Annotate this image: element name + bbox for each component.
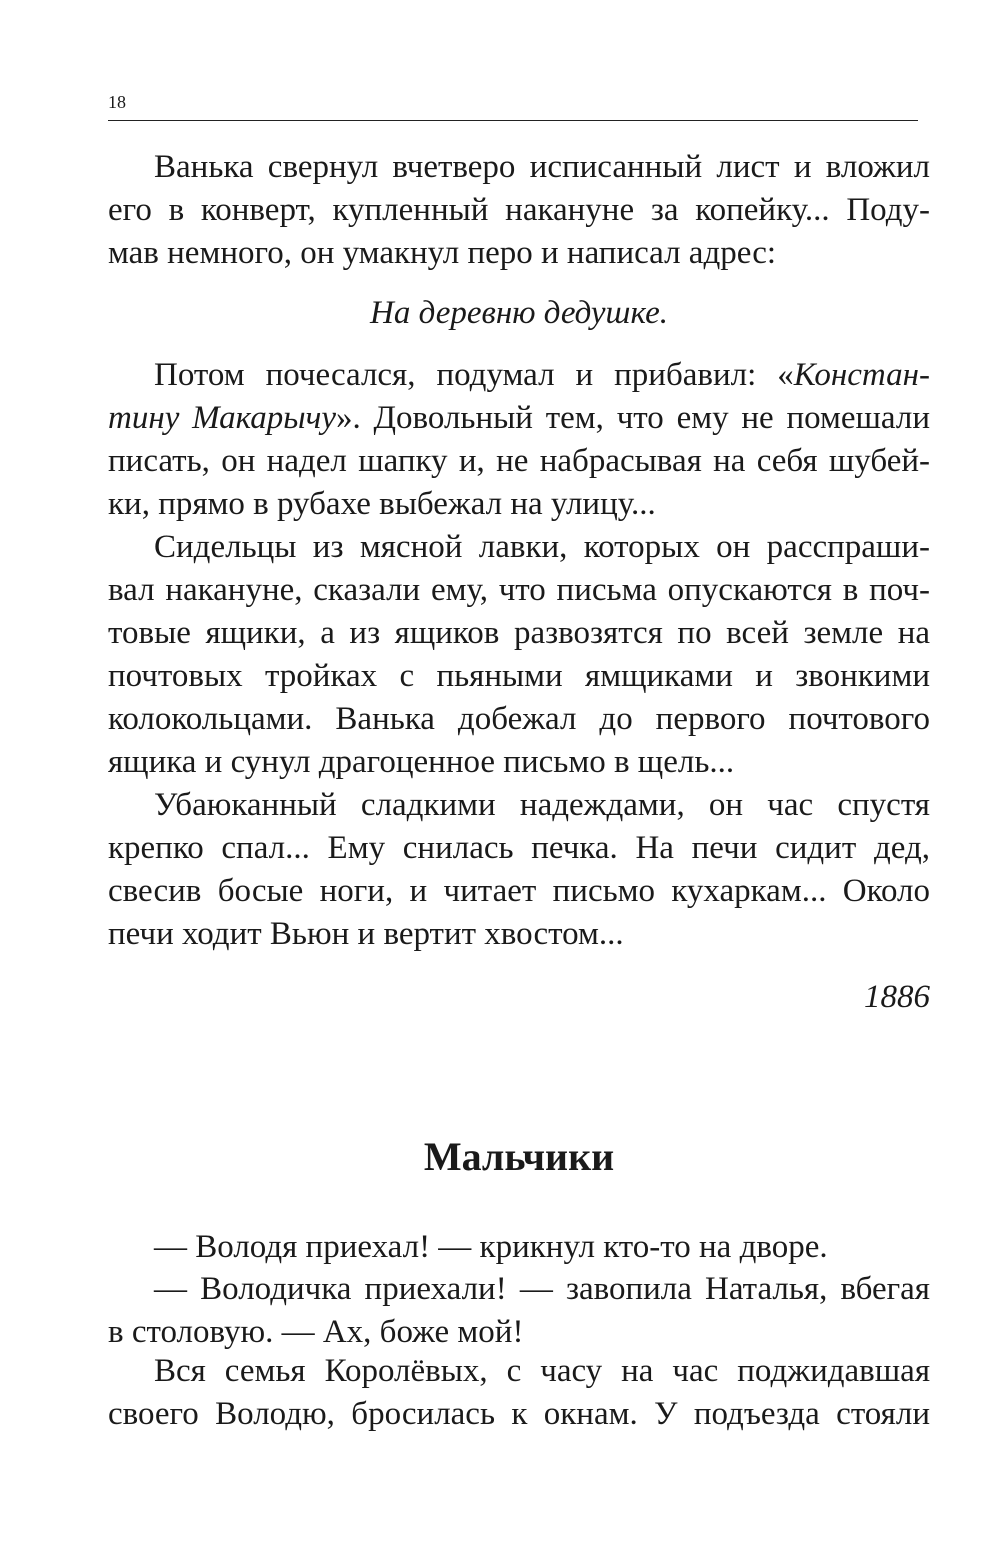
p4-line-4: печи ходит Вьюн и вертит хвостом... xyxy=(108,916,624,952)
p2-line-2 xyxy=(108,397,930,440)
p2-line-1 xyxy=(108,354,930,397)
p4-line-1: Убаюканный сладкими надеждами, он час спустя xyxy=(154,787,930,823)
p3-line-5: колокольцами. Ванька добежал до первого почтового xyxy=(108,701,930,737)
p2-line-1b: Констан- xyxy=(793,357,930,393)
s1-line-1: — Володя приехал! — крикнул кто-то на дворе. xyxy=(154,1229,828,1265)
p1-line-3: мав немного, он умакнул перо и написал адрес: xyxy=(108,235,777,271)
s3-line-2: своего Володю, бросилась к окнам. У подъезда стояли xyxy=(108,1396,930,1432)
header-rule xyxy=(108,120,918,121)
paragraph-1 xyxy=(108,146,930,275)
p2-line-3: писать, он надел шапку и, не набрасывая на себя шубей- xyxy=(108,443,930,479)
paragraph-5 xyxy=(108,1226,930,1269)
paragraph-7 xyxy=(108,1350,930,1436)
address-text: На деревню дедушке. xyxy=(370,295,668,331)
p4-line-3: свесив босые ноги, и читает письмо кухаркам... Около xyxy=(108,873,930,909)
paragraph-6 xyxy=(108,1268,930,1354)
p3-line-6: ящика и сунул драгоценное письмо в щель... xyxy=(108,744,735,780)
p3-line-2: вал накануне, сказали ему, что письма опускаются в поч- xyxy=(108,572,930,608)
p1-line-2: его в конверт, купленный накануне за копейку... Поду- xyxy=(108,192,930,228)
p3-line-3: товые ящики, а из ящиков развозятся по всей земле на xyxy=(108,615,930,651)
p2-line-2a: тину Макарычу xyxy=(108,400,336,436)
paragraph-2 xyxy=(108,354,930,526)
s2-line-2: в столовую. — Ах, боже мой! xyxy=(108,1314,524,1350)
paragraph-3 xyxy=(108,526,930,784)
address-line xyxy=(108,292,930,335)
s3-line-1: Вся семья Королёвых, с часу на час поджидавшая xyxy=(154,1353,930,1389)
p1-line-1: Ванька свернул вчетверо исписанный лист и вложил xyxy=(154,149,930,185)
p4-line-2: крепко спал... Ему снилась печка. На печи сидит дед, xyxy=(108,830,930,866)
page-number: 18 xyxy=(108,92,126,112)
chapter-title: Мальчики xyxy=(423,1134,615,1179)
s2-line-1: — Володичка приехали! — завопила Наталья, вбегая xyxy=(154,1271,930,1307)
p3-line-1: Сидельцы из мясной лавки, которых он расспраши- xyxy=(154,529,930,565)
p2-line-1a: Потом почесался, подумал и прибавил: « xyxy=(154,357,794,393)
p2-line-2b: ». Довольный тем, что ему не помешали xyxy=(336,400,930,436)
date-line xyxy=(108,976,930,1019)
paragraph-4 xyxy=(108,784,930,956)
story-year: 1886 xyxy=(864,979,930,1015)
p2-line-4: ки, прямо в рубахе выбежал на улицу... xyxy=(108,486,656,522)
p3-line-4: почтовых тройках с пьяными ямщиками и звонкими xyxy=(108,658,930,694)
